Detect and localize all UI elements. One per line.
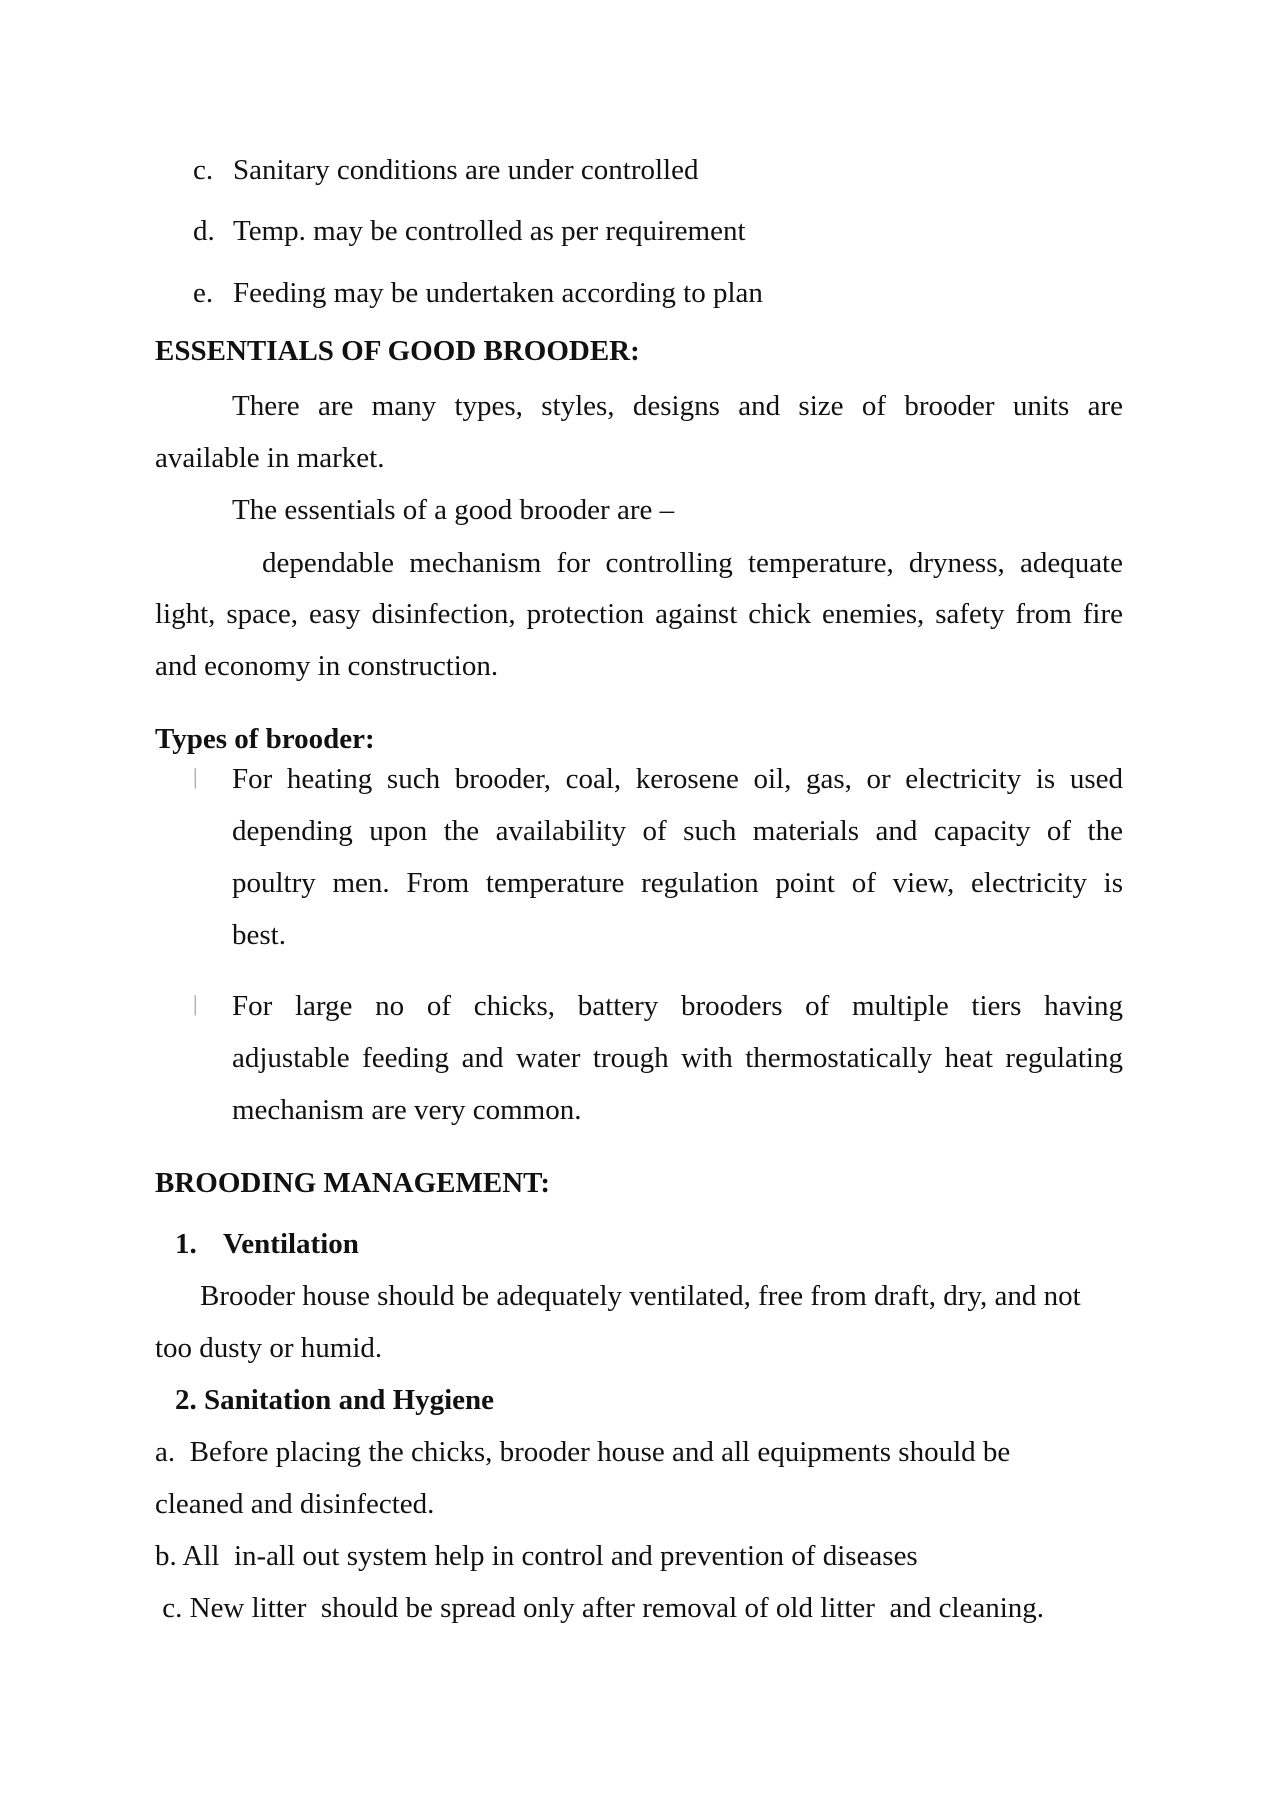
- paragraph-line: available in market.: [155, 442, 385, 474]
- bullet-line: For large no of chicks, battery brooders of multiple tiers having: [232, 990, 1123, 1022]
- paragraph-line: cleaned and disinfected.: [155, 1488, 435, 1520]
- list-item-text: Temp. may be controlled as per requirement: [233, 215, 746, 247]
- list-marker: c.: [193, 154, 214, 186]
- paragraph-line: b. All in-all out system help in control and prevention of diseases: [155, 1540, 918, 1572]
- list-item: [193, 276, 763, 310]
- section-heading-brooding: BROODING MANAGEMENT:: [155, 1167, 550, 1199]
- bullet-line: best.: [232, 919, 286, 951]
- list-marker: e.: [193, 277, 214, 309]
- bullet-line: For heating such brooder, coal, kerosene oil, gas, or electricity is used: [232, 763, 1123, 795]
- paragraph-line: light, space, easy disinfection, protection against chick enemies, safety from fire: [155, 598, 1123, 630]
- paragraph-line: c. New litter should be spread only after removal of old litter and cleaning.: [155, 1592, 1045, 1624]
- paragraph-line: dependable mechanism for controlling temperature, dryness, adequate: [262, 547, 1123, 579]
- bullet-line: poultry men. From temperature regulation point of view, electricity is: [232, 867, 1123, 899]
- paragraph-line: There are many types, styles, designs and size of brooder units are: [232, 390, 1123, 422]
- subheading-number: 1.: [175, 1228, 197, 1260]
- bullet-line: depending upon the availability of such materials and capacity of the: [232, 815, 1123, 847]
- section-heading-types: Types of brooder:: [155, 723, 375, 755]
- list-marker: d.: [193, 215, 215, 247]
- subheading-title: Ventilation: [223, 1228, 359, 1260]
- list-item-text: Feeding may be undertaken according to plan: [233, 277, 763, 309]
- bullet-line: adjustable feeding and water trough with thermostatically heat regulating: [232, 1042, 1123, 1074]
- paragraph-line: The essentials of a good brooder are –: [232, 494, 675, 526]
- list-item: [193, 214, 746, 248]
- subheading-sanitation: 2. Sanitation and Hygiene: [175, 1384, 495, 1416]
- bullet-line: mechanism are very common.: [232, 1094, 582, 1126]
- list-item-text: Sanitary conditions are under controlled: [233, 154, 699, 186]
- subheading-ventilation: [175, 1227, 359, 1261]
- paragraph-line: and economy in construction.: [155, 650, 499, 682]
- paragraph-line: Brooder house should be adequately ventilated, free from draft, dry, and not: [200, 1280, 1081, 1312]
- bullet-marker: |: [193, 991, 198, 1016]
- section-heading-essentials: ESSENTIALS OF GOOD BROODER:: [155, 335, 640, 367]
- bullet-marker: |: [193, 764, 198, 789]
- list-item: [193, 153, 698, 187]
- paragraph-line: too dusty or humid.: [155, 1332, 383, 1364]
- paragraph-line: a. Before placing the chicks, brooder house and all equipments should be: [155, 1436, 1011, 1468]
